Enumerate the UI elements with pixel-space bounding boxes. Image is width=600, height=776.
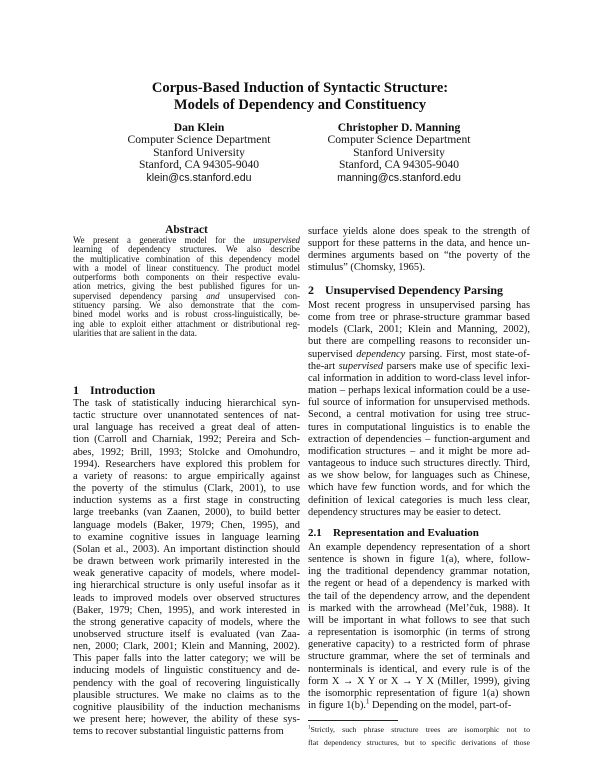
emphasis: dependency bbox=[356, 348, 406, 360]
author-name: Dan Klein bbox=[173, 121, 225, 134]
text-line: the multiplicative combination of this dependency model bbox=[73, 253, 300, 264]
text-line: extraction of dependencies – function-argument and bbox=[308, 433, 530, 445]
text-line: stimulus” (Chomsky, 1965). bbox=[308, 262, 426, 274]
text-line: the isomorphic representation of figure 1(a) shown bbox=[308, 687, 530, 699]
text-line: the regent or head of a dependency is marked with bbox=[308, 578, 530, 590]
subsection-heading-representation-evaluation bbox=[308, 527, 479, 540]
text-line: be drawn between work primarily interested in the bbox=[73, 556, 300, 568]
text-line: Most recent progress in unsupervised parsing has bbox=[308, 300, 530, 311]
text-line: vantageous to induce such structures directly. Third, bbox=[308, 458, 530, 470]
emphasis: unsupervised bbox=[253, 235, 300, 245]
text-line: a representation is isomorphic (in terms of strong bbox=[308, 627, 530, 639]
text-line: mation – perhaps lexical information could be a use- bbox=[308, 385, 530, 397]
footnote-rule bbox=[308, 720, 398, 721]
footnote-marker: 1 bbox=[366, 698, 370, 706]
section-number: 2 bbox=[308, 283, 314, 297]
abstract-text bbox=[73, 236, 300, 338]
text-line: plausible structures. We make no claims as to the bbox=[73, 689, 300, 701]
text-line: structure grammar, where the set of terminals and bbox=[308, 651, 530, 663]
author-univ: Stanford University bbox=[153, 145, 245, 159]
text-line: ation metrics, giving the best published figures for un- bbox=[73, 281, 300, 292]
section-heading-introduction bbox=[73, 383, 155, 397]
text-line: abes, 1992; Brill, 1993; Stolcke and Omohundro, bbox=[73, 446, 300, 458]
text-line: language models (Baker, 1979; Chen, 1995), and bbox=[73, 519, 300, 531]
text-line: ural language has received a great deal of atten- bbox=[73, 422, 300, 434]
subsection-2-1-text bbox=[308, 542, 530, 712]
introduction-text bbox=[73, 398, 300, 738]
text-line: but there are compelling reasons to reconsider un- bbox=[308, 336, 530, 348]
text-line: (Solan et al., 2003). An important distinction should bbox=[73, 543, 300, 555]
subsection-number: 2.1 bbox=[308, 527, 322, 539]
text-line: weak generative capacity of models, where model- bbox=[73, 568, 300, 580]
text-line: ularities that are salient in the data. bbox=[73, 327, 197, 338]
text-line: support for these patterns in the data, and hence un- bbox=[308, 238, 530, 250]
author-dept: Computer Science Department bbox=[327, 133, 471, 147]
text-line: inducing models of linguistic constituency and de- bbox=[73, 665, 300, 677]
text-line: learning of dependency structures. We also describe bbox=[73, 244, 300, 255]
text-line: tems to recover substantial linguistic patterns from bbox=[73, 726, 284, 738]
section-title: Introduction bbox=[90, 383, 156, 397]
text-line: modification structures – and it might be more ad- bbox=[308, 445, 530, 457]
author-block-klein bbox=[89, 122, 309, 184]
author-univ: Stanford University bbox=[353, 145, 445, 159]
text-line: large treebanks (van Zaanen, 2000), to build better bbox=[73, 507, 300, 519]
text-line: models (Clark, 2001; Klein and Manning, 2002), bbox=[308, 324, 530, 336]
text-line: $^1$Strictly, such phrase structure trees are isomorphic not to bbox=[308, 724, 530, 734]
text-line: supervised dependency parsing and unsupervised con- bbox=[73, 290, 300, 301]
author-dept: Computer Science Department bbox=[127, 133, 271, 147]
author-block-manning bbox=[289, 122, 509, 184]
text-line: leads to improved models over observed structures bbox=[73, 592, 300, 604]
text-line: will be important in what follows to see that such bbox=[308, 614, 530, 626]
text-line: ing able to exploit either attachment or distributional reg- bbox=[73, 318, 300, 329]
text-line: the tail of the dependency arrow, and the dependent bbox=[308, 590, 530, 602]
text-line: (Baker, 1979; Chen, 1995), and work interested in bbox=[73, 604, 300, 616]
author-email: klein@cs.stanford.edu bbox=[146, 171, 252, 184]
text-line: form X → X Y or X → Y X (Miller, 1999), giving bbox=[308, 675, 530, 687]
text-line: An example dependency representation of a short bbox=[308, 542, 530, 553]
text-line: supervised dependency parsing. First, most state-of- bbox=[308, 348, 530, 360]
text-line: sentence is shown in figure 1(a), where, follow- bbox=[308, 554, 530, 566]
text-line: ing the traditional dependency grammar notation, bbox=[308, 566, 530, 578]
text-line: pendency with the goal of recovering linguistically bbox=[73, 677, 300, 689]
emphasis: supervised bbox=[338, 360, 384, 372]
text-line: bined model works and is robust cross-linguistically, be- bbox=[73, 309, 300, 320]
text-line: stituency parsing. We also demonstrate that the com- bbox=[73, 300, 300, 311]
text-line: in figure 1(b).$^1$ Depending on the model, part-of- bbox=[308, 698, 512, 712]
text-line: tactic structure over unannotated sentences of nat- bbox=[73, 410, 300, 422]
text-line: The task of statistically inducing hierarchical syn- bbox=[73, 398, 300, 409]
text-line: This paper falls into the latter category; we will be bbox=[73, 653, 300, 665]
text-line: the poverty of the stimulus (Clark, 2001), to use bbox=[73, 483, 300, 495]
text-line: nonterminals is identical, and every rule is of the bbox=[308, 663, 530, 675]
text-line: is marked with the arrowhead (Mel’čuk, 1988). It bbox=[308, 602, 530, 614]
text-line: ful source of information for unsupervised methods. bbox=[308, 397, 530, 409]
author-address: Stanford, CA 94305-9040 bbox=[138, 158, 260, 172]
text-line: unobserved structure itself is evaluated (van Zaa- bbox=[73, 628, 300, 640]
text-line: as we show below, for languages such as Chinese, bbox=[308, 470, 530, 482]
text-line: to examine cognitive issues in language learning bbox=[73, 531, 300, 543]
footnote-1 bbox=[308, 724, 530, 749]
text-line: with a model of linear constituency. The product model bbox=[73, 262, 300, 273]
section-heading-unsupervised-dependency-parsing bbox=[308, 283, 503, 297]
text-line: the strong generative capacity of models, where the bbox=[73, 616, 300, 628]
text-line: generative capacity) to a restricted form of phrase bbox=[308, 639, 530, 651]
introduction-text-continued bbox=[308, 226, 530, 275]
subsection-title: Representation and Evaluation bbox=[333, 527, 479, 539]
text-line: dependency structures may be easier to detect. bbox=[308, 506, 502, 518]
section-title: Unsupervised Dependency Parsing bbox=[325, 283, 504, 297]
text-line: we present here; however, the ability of these sys- bbox=[73, 714, 300, 726]
text-line: 1994). Researchers have explored this problem for bbox=[73, 458, 300, 470]
abstract-heading: Abstract bbox=[165, 224, 208, 236]
text-line: nen, 2000; Clark, 2001; Klein and Manning, 2002). bbox=[73, 641, 300, 653]
paper-title-line-1: Corpus-Based Induction of Syntactic Structure: bbox=[151, 80, 449, 96]
footnote-marker: 1 bbox=[308, 724, 311, 731]
text-line: surface yields alone does speak to the strength of bbox=[308, 226, 530, 237]
author-email: manning@cs.stanford.edu bbox=[337, 171, 461, 184]
text-line: Second, a central motivation for using tree struc- bbox=[308, 409, 530, 421]
section-2-text bbox=[308, 300, 530, 519]
section-number: 1 bbox=[73, 383, 79, 397]
text-line: induction systems as a first stage in constructing bbox=[73, 495, 300, 507]
text-line: a variety of reasons: to argue empirically against bbox=[73, 470, 300, 482]
text-line: tion (Carroll and Charniak, 1992; Pereira and Sch- bbox=[73, 434, 300, 446]
text-line: flat dependency structures, but to specific derivations of those bbox=[308, 737, 530, 747]
text-line: which have few function words, and for which the bbox=[308, 482, 530, 494]
paper-title-line-2: Models of Dependency and Constituency bbox=[173, 97, 427, 113]
text-line: outperforms both components on their respective evalu- bbox=[73, 272, 300, 283]
text-line: definition of lexical categories is much less clear, bbox=[308, 494, 530, 506]
text-line: ing hierarchical structure is only useful insofar as it bbox=[73, 580, 300, 592]
text-line: tures in computational linguistics is to enable the bbox=[308, 421, 530, 433]
text-line: We present a generative model for the unsupervised bbox=[73, 235, 300, 245]
emphasis: and bbox=[206, 290, 220, 301]
author-address: Stanford, CA 94305-9040 bbox=[338, 158, 460, 172]
text-line: dermines arguments based on “the poverty of the bbox=[308, 250, 530, 262]
text-line: cal information in addition to word-class level infor- bbox=[308, 372, 530, 384]
text-line: come from tree or phrase-structure grammar based bbox=[308, 312, 530, 324]
author-name: Christopher D. Manning bbox=[337, 121, 461, 134]
text-line: cognitive plausibility of the induction mechanisms bbox=[73, 701, 300, 713]
text-line: the-art supervised parsers make use of specific lexi- bbox=[308, 360, 530, 372]
